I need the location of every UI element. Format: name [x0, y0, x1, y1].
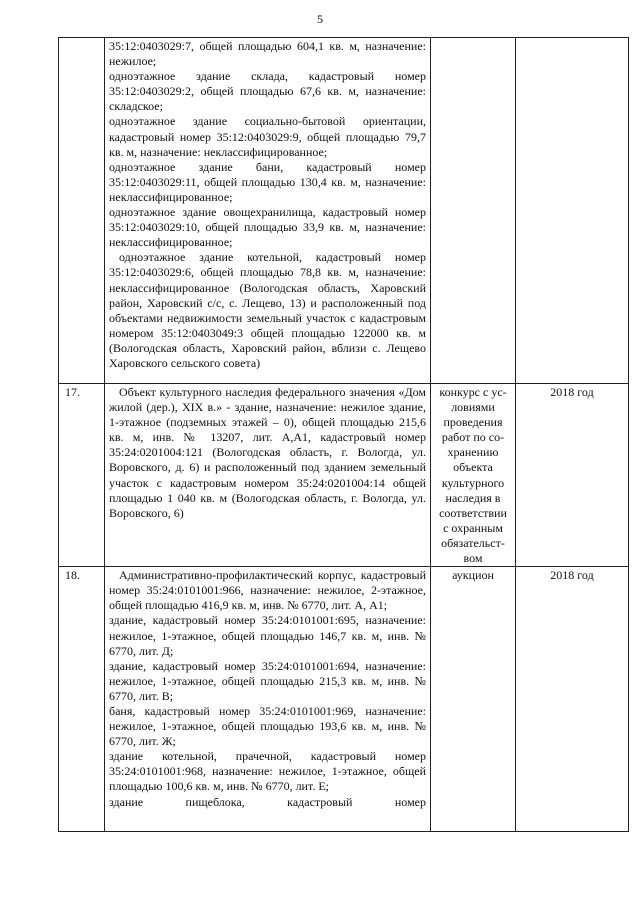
row-description — [105, 384, 431, 567]
sale-method-line: работ по со- — [441, 430, 505, 445]
description-paragraph: здание, кадастровый номер 35:24:0101001:694, назначение: нежилое, 1-этажное, общей площадью 215,3 кв. м, инв. № 6770, лит. В; — [109, 658, 426, 703]
row-number — [59, 38, 105, 384]
description-paragraph: здание пищеблока, кадастровый номер — [109, 794, 426, 809]
sale-method-line: объекта — [453, 460, 493, 475]
row-number: 18. — [59, 567, 105, 832]
row-year — [516, 38, 629, 384]
sale-method-line: обязательст- — [441, 535, 505, 550]
sale-method-line: проведения — [443, 415, 503, 430]
sale-method-line: вом — [463, 551, 483, 566]
description-paragraph: одноэтажное здание склада, кадастровый номер 35:12:0403029:2, общей площадью 67,6 кв. м, назначение: складское; — [109, 69, 426, 114]
row-number: 17. — [59, 384, 105, 567]
row-description — [105, 567, 431, 832]
description-paragraph: Административно-профилактический корпус, кадастровый номер 35:24:0101001:966, назначение: нежилое, 2-этажное, общей площадью 416,9 кв. м, инв. № 6770, лит. А, А1; — [109, 568, 426, 613]
sale-method-line: наследия в — [445, 490, 501, 505]
row-year: 2018 год — [516, 384, 629, 567]
description-paragraph: здание котельной, прачечной, кадастровый номер 35:24:0101001:968, назначение: нежилое, 1-этажное, общей площадью 100,6 кв. м, инв. № 6770, лит. Е; — [109, 749, 426, 794]
sale-method-line: конкурс с ус- — [439, 385, 507, 399]
description-paragraph: 35:12:0403029:7, общей площадью 604,1 кв. м, назначение: нежилое; — [109, 39, 426, 69]
sale-method-line: аукцион — [452, 568, 494, 583]
description-paragraph: здание, кадастровый номер 35:24:0101001:695, назначение: нежилое, 1-этажное, общей площадью 146,7 кв. м, инв. № 6770, лит. Д; — [109, 613, 426, 658]
sale-method-line: культурного — [441, 475, 505, 490]
property-table — [58, 37, 629, 832]
table-row-17 — [59, 384, 629, 567]
table-row-continuation — [59, 38, 629, 384]
description-paragraph: Объект культурного наследия федерального значения «Дом жилой (дер.), XIX в.» - здание, назначение: нежилое здание, 1-этажное (подземных этажей – 0), общей площадью 215,6 кв. м, инв. № 13207, лит. А,А1, кадастровый номер 35:24:0201004:121 (Вологодская область, г. Вологда, ул. Воровского, д. 6) и расположенный под зданием земельный участок с кадастровым номером 35:24:0201004:14 общей площадью 1 040 кв. м (Вологодская область, г. Вологда, ул. Воровского, 6) — [109, 385, 426, 520]
sale-method-line: соответствии — [439, 505, 507, 520]
row-description — [105, 38, 431, 384]
row-year: 2018 год — [516, 567, 629, 832]
description-paragraph: одноэтажное здание овощехранилища, кадастровый номер 35:12:0403029:10, общей площадью 33,9 кв. м, назначение: неклассифицированное; — [109, 205, 426, 250]
sale-method-line: с охранным — [443, 520, 503, 535]
table-row-18 — [59, 567, 629, 832]
sale-method-line: хранению — [447, 445, 499, 460]
description-paragraph: одноэтажное здание котельной, кадастровый номер 35:12:0403029:6, общей площадью 78,8 кв. м, назначение: неклассифицированное (Вологодская область, Харовский район, Харовский с/с, с. Лещево, 13) и расположенный под объектами недвижимости земельный участок с кадастровым номером 35:12:0403049:3 общей площадью 122000 кв. м (Вологодская область, Харовский район, вблизи с. Лещево Харовского сельского совета) — [109, 250, 426, 370]
sale-method-line: ловиями — [451, 400, 495, 415]
description-paragraph: баня, кадастровый номер 35:24:0101001:969, назначение: нежилое, 1-этажное, общей площадью 193,6 кв. м, инв. № 6770, лит. Ж; — [109, 703, 426, 749]
row-sale-method — [431, 384, 516, 567]
row-sale-method — [431, 38, 516, 384]
page-number: 5 — [317, 12, 323, 26]
description-paragraph: одноэтажное здание бани, кадастровый номер 35:12:0403029:11, общей площадью 130,4 кв. м, назначение: неклассифицированное; — [109, 159, 426, 204]
row-sale-method — [431, 567, 516, 832]
description-paragraph: одноэтажное здание социально-бытовой ориентации, кадастровый номер 35:12:0403029:9, общей площадью 79,7 кв. м, назначение: неклассифицированное; — [109, 114, 426, 159]
